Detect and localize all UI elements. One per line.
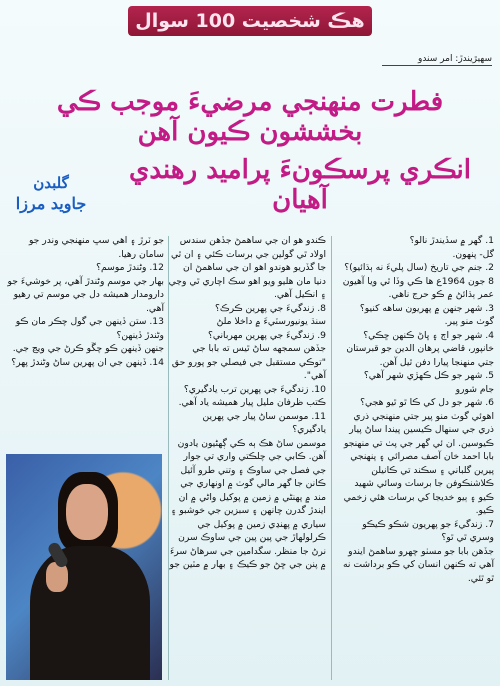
paragraph: جو ٽرڙ ۽ اهي سڀ منهنجي وندر جو سامان رهيا. [28, 235, 164, 260]
name-gulbadan: گلبدن [33, 174, 69, 192]
compiler-byline: سهيڙيندڙ: امر سندو [382, 54, 492, 66]
paragraph: بهار جي موسم وڻندڙ آهي، پر خوشيءَ جو دارومدار هميشه دل جي موسم تي رهيو آهي. [7, 275, 164, 314]
paragraph: سنڌ يونيورسٽيءَ ۾ داخلا ملڻ [216, 316, 326, 327]
paragraph: موسمن ساڻ هڪ ٻه ڪي ڳهڻيون يادون آهن. ڪابي جي چلڪتي واري تي جوار جي فصل جي ساوڪ ۽ وتني طرو آئيل ڪانن جا گهر مالي گوٺ ۾ اونهاري جي مند ۾ پهنڻي ۾ زمين ۾ پوکيل واڻي ۾ ان ايندڙ گدرن چانهن ۽ سبزين جي خوشبو ۽ سياري ۾ پهنڍي زمين ۾ پوکيل جي ڪرلولهاڙ جي پين پين جي ساوڪ سرن نرڻ جا منظر. سگدامين جي سرهاڻ سرءَ ۾ پنن جي ڇڻ جو ڪيڪ ۽ بهار ۾ مٽين جو [169, 437, 326, 570]
paragraph: جڏهن بابا جو مسٺو چهرو ساهمڻ ايندو آهي ته ڪنهن انسان کي ڪو برداشت نه ٿو ٿئي. [342, 545, 494, 584]
headline-line-1: فطرت منهنجي مرضيءَ موجب ڪي بخششون ڪيون آهن [56, 87, 444, 147]
paragraph: 12. وڻندڙ موسم؟ [96, 262, 164, 273]
paragraph: 9. زندگيءَ جي پهرين مهرباني؟ [207, 329, 326, 341]
column-right [336, 234, 494, 585]
paragraph: 6. شهر جو دل کي ڪا ٿو ٿيو هجي؟ [360, 397, 494, 408]
paragraph: خانپور، قاضي پرهان الدين جو قبرستان جتي منهنجا پيارا دفن ٿيل آهن. [346, 343, 494, 368]
personality-names [8, 174, 94, 213]
paragraph: 7. زندگيءَ جو پهريون شڪو ڪيڪو وسري ٿي ٿو؟ [362, 518, 494, 543]
paragraph: ڪتب ظرفان مليل پيار هميشه ياد آهي. [178, 397, 326, 408]
banner-title: هڪ شخصيت 100 سوال [135, 10, 365, 32]
paragraph: 8 جون 1964ع ها ڪي وڏا ٿي ويا آهيون عمر ٻڌائڻ ۾ ڪو حرج ناهي. [342, 275, 494, 300]
paragraph: جڏهن سمجهه ساڻ ٿيس ته بابا جي "توڪي مستقبل جي فيصلي جو پورو حق آهي". [171, 343, 326, 381]
paragraph: جنهن ڏينهن ڪو چڱو ڪرڻ جي ويڃ جي. [12, 343, 164, 354]
column-left [6, 234, 164, 369]
paragraph: ڪندو هو ان جي ساهمڻ جڏهن سندس اولاد ٿي گولين جي برسات ڪئي ۽ ان ٿي جا گڏريو هوندو اهو ان جي ساهمڻ ان دنيا مان هليو ويو اهو سڪ اچاري ٿي وڃي ۽ انڪيل آهي. [168, 235, 326, 300]
paragraph: 10. زندگيءَ جي پهرين ترب يادگيري؟ [183, 383, 326, 395]
paragraph: 5. شهر جو ڪل ڪهڙي شهر آهي؟ [363, 370, 494, 381]
column-middle [168, 234, 326, 572]
paragraph: گوٺ منو پير. [444, 316, 494, 327]
name-javed-mirza: جاويد مرزا [15, 194, 87, 213]
column-divider [331, 236, 332, 680]
portrait-photo [6, 454, 162, 680]
series-banner [128, 6, 372, 36]
paragraph: 14. ڏينهن جي ان پهرين ساڻ وڻندڙ پهر؟ [11, 356, 164, 368]
paragraph: 2. جنم جي تاريخ (سال پليءَ نه ٻڌائيو)؟ [344, 262, 494, 273]
paragraph: اهوئي گوٺ منو پير جتي منهنجي ذري ذري جي سنهال ڪيسين پيندا ساڻ پيار ڪيوسين. ان ئي گهر جي پٺ تي منهنجو بابا احمد خان آصف مصرائي ۽ پنهنجي پيرين گلباني ۽ سڪند تي ڪانيلن ڪلاشنڪوفن جا برسات وسائي شهيد ڪيو ۽ ٻيو خديجا کي برسات هئي زخمي ڪيو. [343, 410, 494, 516]
paragraph: 3. شهر جنهن ۾ پهريون ساهه کنيو؟ [359, 302, 494, 314]
paragraph: 4. شهر جو اڄ ۽ ڀاڻ ڪنهن ڇڪي؟ [363, 329, 494, 341]
paragraph: 8. زندگيءَ جي پهرين ڪرڪ؟ [215, 302, 326, 314]
paragraph: گل- پنهون. [452, 248, 494, 260]
headline-line-2: انڪري پرسڪونءَ پراميد رهندي آهيان [129, 154, 471, 215]
paragraph: 11. موسمن ساڻ پيار جي پهرين يادگيري؟ [202, 410, 326, 435]
paragraph: 13. ستن ڏينهن جي گول چڪر مان ڪو وڻندڙ ڏينهن؟ [15, 316, 164, 341]
column-divider [168, 236, 169, 680]
paragraph: جام شورو [455, 383, 494, 395]
paragraph: 1. گهر ۾ سڏيندڙ نالو؟ [409, 235, 494, 246]
